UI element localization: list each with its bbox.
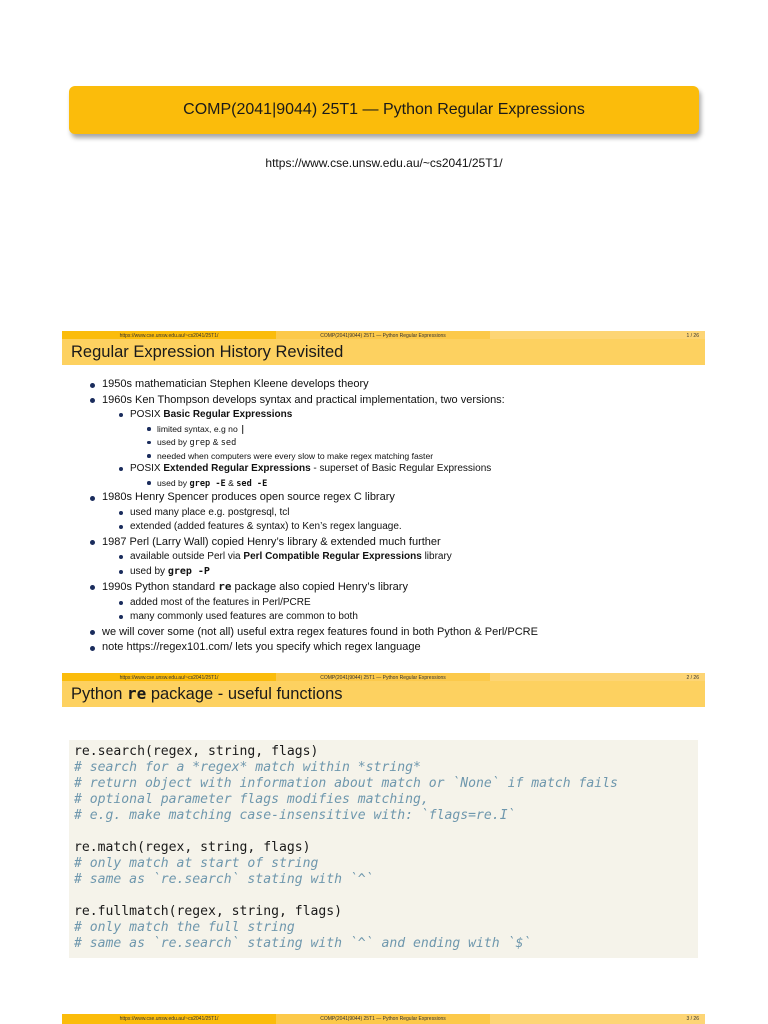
code-line: re.search(regex, string, flags)	[74, 744, 319, 759]
code-comment: # only match the full string	[74, 920, 295, 935]
footer-page-number: 1 / 26	[490, 331, 705, 341]
code-blank-line	[74, 824, 698, 840]
list-item: used by grep -P	[117, 565, 698, 580]
footer-url: https://www.cse.unsw.edu.au/~cs2041/25T1/	[62, 673, 276, 683]
course-url[interactable]: https://www.cse.unsw.edu.au/~cs2041/25T1/	[265, 156, 503, 170]
list-item: available outside Perl via Perl Compatible Regular Expressions library	[117, 550, 698, 565]
code-comment: # search for a *regex* match within *string*	[74, 760, 421, 775]
list-item: 1990s Python standard re package also copied Henry’s library added most of the features in Perl/PCRE many commonly used features are common to both	[88, 579, 698, 625]
frame-title: Regular Expression History Revisited	[62, 339, 705, 365]
list-item: 1980s Henry Spencer produces open source regex C library used many place e.g. postgresql, tcl extended (added features & syntax) to Ken’s regex language.	[88, 490, 698, 535]
footer-course-title: COMP(2041|9044) 25T1 — Python Regular Expressions	[276, 331, 490, 341]
list-item: needed when computers were every slow to make regex matching faster	[145, 450, 698, 463]
list-item: POSIX Extended Regular Expressions - superset of Basic Regular Expressions used by grep -E & sed -E	[117, 462, 698, 490]
list-item: 1960s Ken Thompson develops syntax and practical implementation, two versions: POSIX Basic Regular Expressions limited syntax, e.g no | used by grep & sed needed when computers were every slow to make regex matching faster POSIX Extended Regular Expressions - superset of Basic Regular Expressions used by grep -E & sed -E	[88, 393, 698, 491]
code-comment: # return object with information about match or `None` if match fails	[74, 776, 618, 791]
footer-url: https://www.cse.unsw.edu.au/~cs2041/25T1/	[62, 331, 276, 341]
history-bullet-list	[88, 377, 698, 656]
frame-title: Python re package - useful functions	[62, 681, 705, 707]
list-item: limited syntax, e.g no |	[145, 423, 698, 437]
list-item: extended (added features & syntax) to Ken’s regex language.	[117, 520, 698, 535]
list-item: many commonly used features are common to both	[117, 610, 698, 625]
code-line: re.match(regex, string, flags)	[74, 840, 311, 855]
footer-course-title: COMP(2041|9044) 25T1 — Python Regular Expressions	[276, 673, 490, 683]
code-comment: # same as `re.search` stating with `^` and ending with `$`	[74, 936, 532, 951]
list-item: 1950s mathematician Stephen Kleene develops theory	[88, 377, 698, 393]
list-item: note https://regex101.com/ lets you specify which regex language	[88, 640, 698, 656]
footer-page-number: 3 / 26	[490, 1014, 705, 1024]
footer-page-number: 2 / 26	[490, 673, 705, 683]
list-item: we will cover some (not all) useful extra regex features found in both Python & Perl/PCRE	[88, 625, 698, 641]
presentation-title: COMP(2041|9044) 25T1 — Python Regular Expressions	[183, 101, 585, 118]
slide-footer	[62, 1014, 705, 1024]
footer-url: https://www.cse.unsw.edu.au/~cs2041/25T1/	[62, 1014, 276, 1024]
code-comment: # optional parameter flags modifies matching,	[74, 792, 429, 807]
list-item: 1987 Perl (Larry Wall) copied Henry’s library & extended much further available outside Perl via Perl Compatible Regular Expressions library used by grep -P	[88, 535, 698, 580]
code-comment: # e.g. make matching case-insensitive with: `flags=re.I`	[74, 808, 516, 823]
code-blank-line	[74, 888, 698, 904]
list-item: used by grep -E & sed -E	[145, 477, 698, 491]
code-line: re.fullmatch(regex, string, flags)	[74, 904, 343, 919]
code-comment: # same as `re.search` stating with `^`	[74, 872, 374, 887]
code-comment: # only match at start of string	[74, 856, 319, 871]
presentation-title-box	[69, 86, 699, 134]
list-item: used by grep & sed	[145, 436, 698, 450]
list-item: used many place e.g. postgresql, tcl	[117, 506, 698, 521]
list-item: added most of the features in Perl/PCRE	[117, 596, 698, 611]
footer-course-title: COMP(2041|9044) 25T1 — Python Regular Expressions	[276, 1014, 490, 1024]
list-item: POSIX Basic Regular Expressions limited syntax, e.g no | used by grep & sed needed when computers were every slow to make regex matching faster	[117, 408, 698, 462]
code-block	[69, 740, 698, 958]
